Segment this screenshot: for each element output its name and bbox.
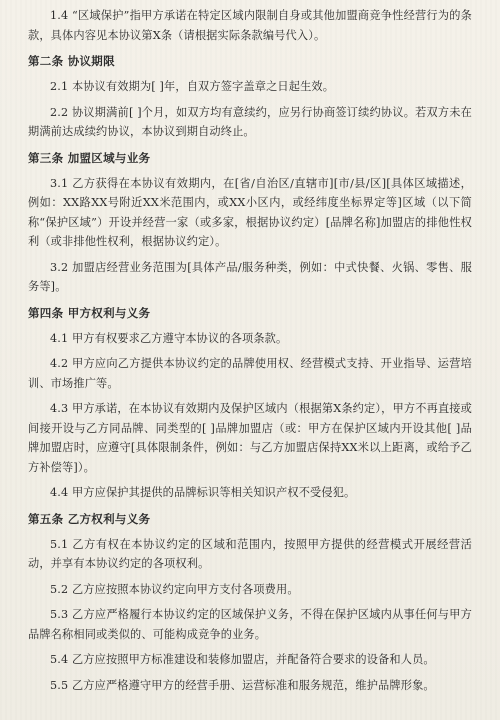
clause-4-4: 4.4 甲方应保护其提供的品牌标识等相关知识产权不受侵犯。 bbox=[50, 486, 356, 499]
article-5-heading: 第五条 乙方权利与义务 bbox=[28, 511, 151, 526]
clause-5-5: 5.5 乙方应严格遵守甲方的经营手册、运营标准和服务规范，维护品牌形象。 bbox=[50, 678, 435, 692]
clause-2-2: 2.2 协议期满前[ ]个月，如双方均有意续约，应另行协商签订续约协议。若双方未在期满前达成续约协议，本协议到期自动终止。 bbox=[28, 105, 472, 138]
article-3-heading: 第三条 加盟区域与业务 bbox=[28, 150, 151, 165]
clause-1-4: 1.4 “区域保护”指甲方承诺在特定区域内限制自身或其他加盟商竞争性经营行为的条款，具体内容见本协议第X条（请根据实际条款编号代入）。 bbox=[28, 9, 472, 42]
clause-4-1: 4.1 甲方有权要求乙方遵守本协议的各项条款。 bbox=[50, 331, 288, 345]
clause-5-3: 5.3 乙方应严格履行本协议约定的区域保护义务，不得在保护区域内从事任何与甲方品牌名称相同或类似的、可能构成竞争的业务。 bbox=[28, 608, 472, 641]
article-4-heading: 第四条 甲方权利与义务 bbox=[28, 305, 151, 320]
clause-2-1: 2.1 本协议有效期为[ ]年，自双方签字盖章之日起生效。 bbox=[50, 80, 335, 93]
clause-3-2: 3.2 加盟店经营业务范围为[具体产品/服务种类，例如：中式快餐、火锅、零售、服务等]。 bbox=[28, 260, 472, 293]
clause-4-2: 4.2 甲方应向乙方提供本协议约定的品牌使用权、经营模式支持、开业指导、运营培训、市场推广等。 bbox=[28, 357, 472, 390]
clause-4-3: 4.3 甲方承诺，在本协议有效期内及保护区域内（根据第X条约定），甲方不再直接或间接开设与乙方同品牌、同类型的[ ]品牌加盟店（或：甲方在保护区域内开设其他[ ]品牌加盟店时，应遵守[具体限制条件，例如：与乙方加盟店保持XX米以上距离，或给予乙方补偿等]）。 bbox=[28, 402, 472, 474]
clause-5-2: 5.2 乙方应按照本协议约定向甲方支付各项费用。 bbox=[50, 582, 299, 596]
clause-3-1: 3.1 乙方获得在本协议有效期内，在[省/自治区/直辖市][市/县/区][具体区域描述，例如：XX路XX号附近XX米范围内，或XX小区内，或经纬度坐标界定等]区域（以下简称“保护区域”）开设并经营一家（或多家，根据协议约定）[品牌名称]加盟店的排他性权利（或非排他性权利，根据协议约定）。 bbox=[28, 176, 472, 248]
clause-5-1: 5.1 乙方有权在本协议约定的区域和范围内，按照甲方提供的经营模式开展经营活动，并享有本协议约定的各项权利。 bbox=[28, 537, 472, 570]
clause-5-4: 5.4 乙方应按照甲方标准建设和装修加盟店，并配备符合要求的设备和人员。 bbox=[50, 653, 435, 666]
article-2-heading: 第二条 协议期限 bbox=[28, 54, 115, 68]
